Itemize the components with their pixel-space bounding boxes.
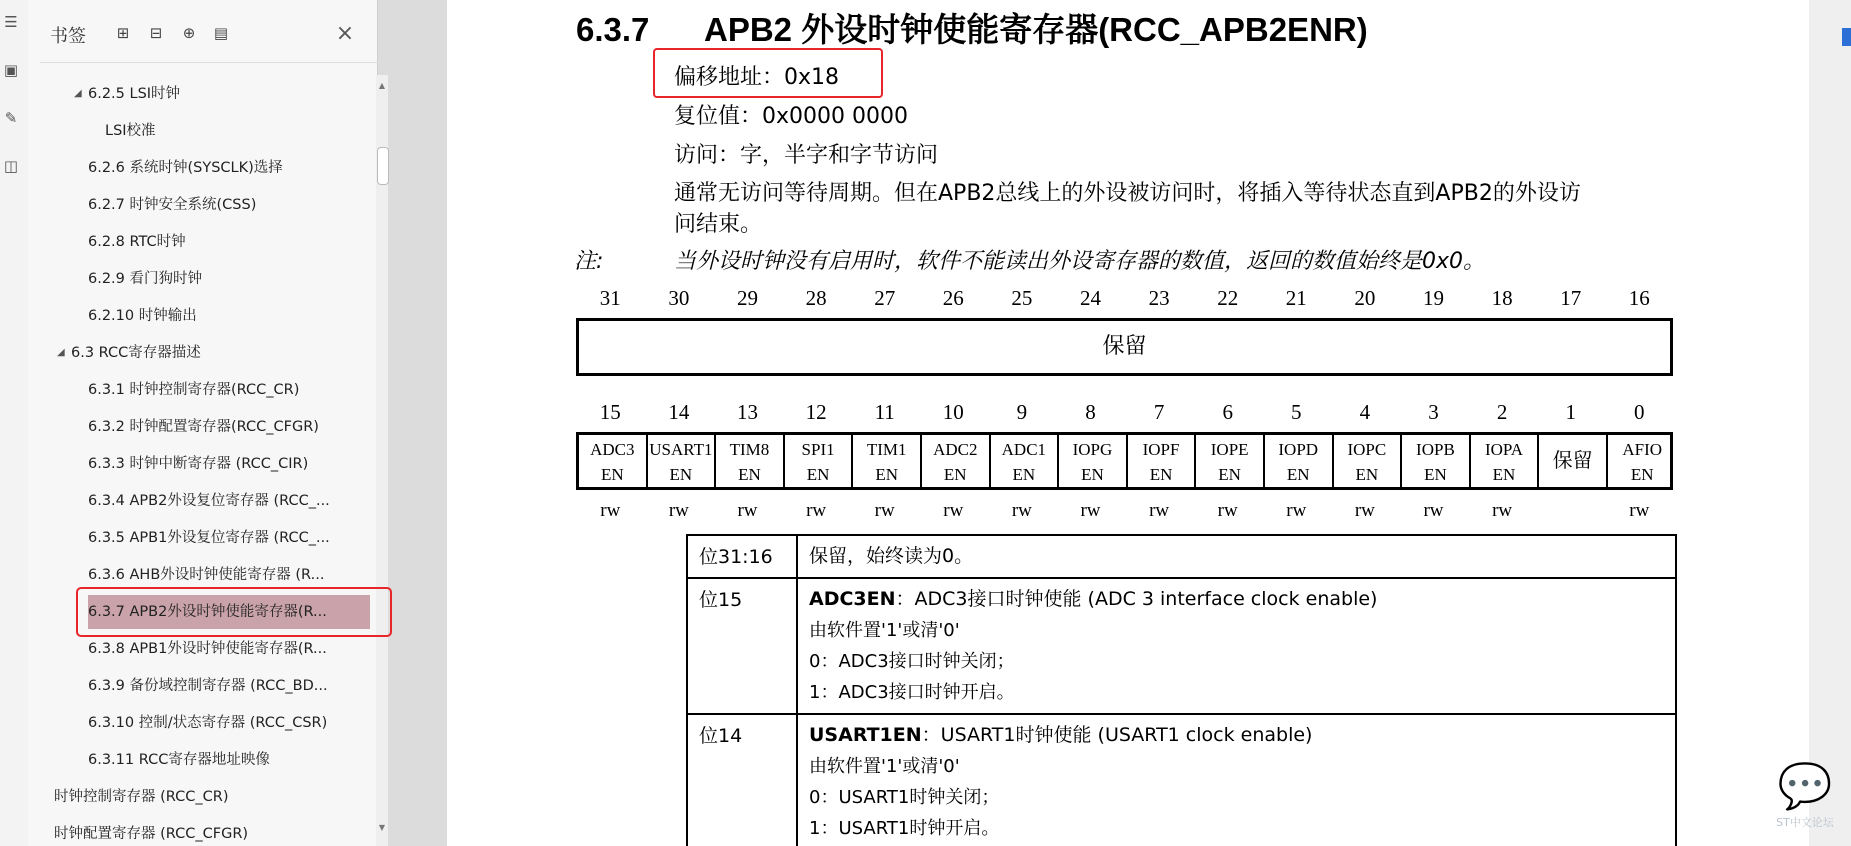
register-field bbox=[1402, 435, 1471, 487]
reset-value: 复位值：0x0000 0000 bbox=[674, 104, 908, 129]
field-name-part: AFIO bbox=[1622, 440, 1663, 459]
bit-number: 3 bbox=[1428, 400, 1439, 424]
bit-number: 16 bbox=[1628, 286, 1650, 310]
register-fields-low bbox=[576, 432, 1673, 490]
bit-number: 31 bbox=[599, 286, 621, 310]
note bbox=[574, 244, 1485, 275]
access-type: rw bbox=[806, 500, 827, 521]
access-type: rw bbox=[1217, 500, 1238, 521]
bit-number: 10 bbox=[942, 400, 964, 424]
field-name-part: IOPD bbox=[1278, 440, 1319, 459]
bit-number: 0 bbox=[1634, 400, 1645, 424]
bookmark-item[interactable]: LSI校准 bbox=[105, 123, 156, 139]
description-row bbox=[688, 536, 1675, 579]
close-icon[interactable]: × bbox=[335, 21, 355, 46]
right-toolbar bbox=[1809, 0, 1851, 846]
field-name-part: IOPG bbox=[1072, 440, 1113, 459]
field-name-part: ADC1 bbox=[1001, 440, 1047, 459]
outline-icon[interactable]: ☰ bbox=[4, 13, 18, 31]
bookmark-item[interactable]: 6.2.5 LSI时钟 bbox=[88, 86, 181, 102]
scrollbar-thumb[interactable] bbox=[377, 147, 389, 185]
description-line: 0：ADC3接口时钟关闭； bbox=[809, 651, 1015, 672]
wait-info-line2: 问结束。 bbox=[674, 212, 763, 237]
bit-field-name: USART1EN bbox=[809, 724, 922, 746]
description-line: 保留，始终读为0。 bbox=[809, 545, 974, 567]
field-name-part: IOPA bbox=[1484, 440, 1524, 459]
access-type: rw bbox=[1492, 500, 1513, 521]
field-name-part: IOPB bbox=[1416, 440, 1455, 459]
access-type: rw bbox=[737, 500, 758, 521]
watermark bbox=[1767, 760, 1843, 830]
description-line: 0：USART1时钟关闭； bbox=[809, 787, 1000, 808]
document-page bbox=[447, 0, 1809, 846]
side-icon-rail bbox=[0, 0, 29, 846]
field-name-part: ADC3 bbox=[590, 440, 635, 459]
register-field bbox=[1128, 435, 1197, 487]
side-tool-icon[interactable] bbox=[1842, 28, 1851, 46]
bit-number: 9 bbox=[1016, 400, 1028, 424]
bit-number: 26 bbox=[942, 286, 964, 310]
register-field bbox=[1265, 435, 1334, 487]
register-field bbox=[579, 435, 648, 487]
bit-number: 1 bbox=[1565, 400, 1576, 424]
bookmark-item[interactable]: 6.3.4 APB2外设复位寄存器 (RCC_... bbox=[88, 493, 330, 509]
attachment-icon[interactable]: ✎ bbox=[4, 109, 18, 127]
access-info: 访问：字，半字和字节访问 bbox=[674, 143, 939, 168]
bit-number: 12 bbox=[805, 400, 827, 424]
bookmark-item[interactable]: 6.3.5 APB1外设复位寄存器 (RCC_... bbox=[88, 530, 330, 546]
bit-number: 18 bbox=[1491, 286, 1513, 310]
access-type: rw bbox=[1286, 500, 1307, 521]
field-name-part: ADC2 bbox=[933, 440, 978, 459]
thumbnail-icon[interactable]: ▣ bbox=[3, 61, 19, 79]
offset-address: 偏移地址：0x18 bbox=[674, 65, 840, 90]
access-type: rw bbox=[1629, 500, 1650, 521]
field-name-part: EN bbox=[600, 465, 624, 484]
bookmark-item[interactable]: 6.3.11 RCC寄存器地址映像 bbox=[88, 752, 270, 768]
bookmark-item[interactable]: 6.2.7 时钟安全系统(CSS) bbox=[88, 197, 257, 213]
description-line: 由软件置'1'或清'0' bbox=[809, 756, 960, 777]
bookmark-item[interactable]: 6.3.3 时钟中断寄存器 (RCC_CIR) bbox=[88, 456, 309, 472]
add-bookmark-icon[interactable]: ⊕ bbox=[182, 24, 196, 42]
section-number: 6.3.7 bbox=[576, 11, 650, 48]
field-name-part: EN bbox=[1424, 465, 1447, 484]
description-row bbox=[688, 715, 1675, 846]
bit-description bbox=[798, 579, 1675, 713]
access-type: rw bbox=[1011, 500, 1032, 521]
section-title: APB2 外设时钟使能寄存器(RCC_APB2ENR) bbox=[704, 11, 1368, 48]
bit-description-table bbox=[686, 534, 1677, 846]
field-name-part: EN bbox=[1630, 465, 1654, 484]
access-type: rw bbox=[1080, 500, 1101, 521]
register-field bbox=[785, 435, 854, 487]
field-name-part: IOPF bbox=[1142, 440, 1180, 459]
scroll-up-icon[interactable]: ▲ bbox=[378, 81, 386, 90]
access-type: rw bbox=[1149, 500, 1170, 521]
bookmark-item[interactable]: 6.3.2 时钟配置寄存器(RCC_CFGR) bbox=[88, 419, 319, 435]
bit-number: 25 bbox=[1011, 286, 1033, 310]
expanded-arrow-icon[interactable]: ◢ bbox=[74, 88, 82, 99]
bit-number: 21 bbox=[1285, 286, 1307, 310]
field-name-part: TIM1 bbox=[866, 440, 907, 459]
register-field bbox=[1539, 435, 1608, 487]
register-field bbox=[1196, 435, 1265, 487]
bookmark-item[interactable]: 6.2.9 看门狗时钟 bbox=[88, 271, 203, 287]
field-name-part: EN bbox=[943, 465, 967, 484]
expand-all-icon[interactable]: ⊞ bbox=[116, 24, 130, 42]
bit-number: 11 bbox=[874, 400, 895, 424]
bookmark-item-selected[interactable]: 6.3.7 APB2外设时钟使能寄存器(R... bbox=[88, 595, 370, 629]
expanded-arrow-icon[interactable]: ◢ bbox=[57, 347, 65, 358]
access-type: rw bbox=[943, 500, 964, 521]
bookmark-item[interactable]: 时钟控制寄存器 (RCC_CR) bbox=[54, 789, 229, 805]
description-line: 由软件置'1'或清'0' bbox=[809, 620, 960, 641]
section-heading bbox=[576, 4, 1368, 51]
bit-number: 22 bbox=[1217, 286, 1239, 310]
field-name-part: EN bbox=[1149, 465, 1173, 484]
wait-info-line1: 通常无访问等待周期。但在APB2总线上的外设被访问时，将插入等待状态直到APB2的外设访 bbox=[674, 181, 1581, 206]
bookmark-item[interactable]: 6.3.1 时钟控制寄存器(RCC_CR) bbox=[88, 382, 300, 398]
bit-label: 位15 bbox=[688, 579, 798, 713]
access-type: rw bbox=[1423, 500, 1444, 521]
note-label: 注: bbox=[574, 249, 604, 274]
bookmark-item[interactable]: 6.3.6 AHB外设时钟使能寄存器 (R... bbox=[88, 567, 325, 583]
field-name-part: EN bbox=[1218, 465, 1241, 484]
bookmark-item[interactable]: 6.3.8 APB1外设时钟使能寄存器(R... bbox=[88, 641, 327, 657]
access-type: rw bbox=[600, 500, 621, 521]
bit-number: 13 bbox=[736, 400, 758, 424]
register-field bbox=[922, 435, 991, 487]
register-field bbox=[648, 435, 717, 487]
bookmark-item[interactable]: 6.2.8 RTC时钟 bbox=[88, 234, 186, 250]
register-field bbox=[716, 435, 785, 487]
bookmark-item[interactable]: 6.3.10 控制/状态寄存器 (RCC_CSR) bbox=[88, 715, 328, 731]
field-name-part: IOPC bbox=[1347, 440, 1387, 459]
scroll-down-icon[interactable]: ▼ bbox=[378, 823, 386, 832]
register-field bbox=[991, 435, 1060, 487]
bookmark-scrollbar[interactable] bbox=[376, 75, 388, 846]
description-line: 1：USART1时钟开启。 bbox=[809, 818, 1000, 839]
collapse-all-icon[interactable]: ⊟ bbox=[149, 24, 163, 42]
bit-field-summary: ：USART1时钟使能 (USART1 clock enable) bbox=[921, 724, 1313, 746]
bit-number: 17 bbox=[1560, 286, 1582, 310]
bit-field-name: ADC3EN bbox=[809, 588, 896, 610]
access-type: rw bbox=[1354, 500, 1375, 521]
register-field bbox=[853, 435, 922, 487]
bit-number: 23 bbox=[1148, 286, 1170, 310]
bit-number: 4 bbox=[1359, 400, 1371, 424]
field-name-part: TIM8 bbox=[729, 440, 770, 459]
field-name-part: SPI1 bbox=[801, 440, 835, 459]
bit-number: 2 bbox=[1496, 400, 1508, 424]
bookmark-item[interactable]: 6.2.10 时钟输出 bbox=[88, 308, 197, 324]
field-name-part: EN bbox=[1355, 465, 1379, 484]
bit-field-summary: ：ADC3接口时钟使能 (ADC 3 interface clock enable) bbox=[895, 588, 1378, 610]
bookmark-panel bbox=[28, 0, 386, 846]
bit-label: 位14 bbox=[688, 715, 798, 846]
bit-number: 8 bbox=[1085, 400, 1096, 424]
bit-number: 24 bbox=[1079, 286, 1101, 310]
field-name-part: EN bbox=[669, 465, 693, 484]
bookmark-item[interactable]: 6.2.6 系统时钟(SYSCLK)选择 bbox=[88, 160, 283, 176]
bookmark-panel-title: 书签 bbox=[50, 26, 86, 47]
bit-number: 20 bbox=[1354, 286, 1376, 310]
bookmark-tree bbox=[40, 77, 378, 846]
field-name-part: 保留 bbox=[1552, 450, 1593, 472]
watermark-text: ST中文论坛 bbox=[1776, 816, 1834, 829]
bit-number: 27 bbox=[874, 286, 896, 310]
bookmark-item[interactable]: 6.3.9 备份域控制寄存器 (RCC_BD... bbox=[88, 678, 328, 694]
bit-number: 6 bbox=[1222, 400, 1233, 424]
bit-number: 15 bbox=[599, 400, 621, 424]
field-name-part: USART1 bbox=[649, 440, 713, 459]
field-name-part: EN bbox=[738, 465, 761, 484]
bit-heading bbox=[809, 584, 1664, 615]
description-line: 1：ADC3接口时钟开启。 bbox=[809, 682, 1015, 703]
access-type: rw bbox=[874, 500, 895, 521]
field-name-part: EN bbox=[1012, 465, 1036, 484]
field-name-part: IOPE bbox=[1210, 440, 1249, 459]
signature-icon[interactable]: ◫ bbox=[3, 157, 19, 175]
highlight-box-offset bbox=[653, 48, 883, 98]
bit-number: 7 bbox=[1153, 400, 1165, 424]
register-field bbox=[1471, 435, 1540, 487]
bit-number: 28 bbox=[805, 286, 827, 310]
bookmark-item[interactable]: 6.3 RCC寄存器描述 bbox=[71, 345, 201, 361]
bit-description bbox=[798, 715, 1675, 846]
access-type: rw bbox=[668, 500, 689, 521]
field-name-part: EN bbox=[1286, 465, 1310, 484]
register-field bbox=[1608, 435, 1677, 487]
field-name-part: EN bbox=[1492, 465, 1516, 484]
bit-description bbox=[798, 536, 1675, 577]
panel-divider bbox=[40, 62, 393, 63]
bit-heading bbox=[809, 720, 1664, 751]
field-name-part: EN bbox=[1081, 465, 1104, 484]
field-name-part: EN bbox=[875, 465, 898, 484]
bookmark-item[interactable]: 时钟配置寄存器 (RCC_CFGR) bbox=[54, 826, 249, 842]
register-field bbox=[1059, 435, 1128, 487]
highlight-box-bookmark bbox=[76, 587, 392, 637]
bit-number: 14 bbox=[668, 400, 690, 424]
description-row bbox=[688, 579, 1675, 715]
bookmark-options-icon[interactable]: ▤ bbox=[213, 24, 229, 42]
bit-number: 30 bbox=[668, 286, 690, 310]
chat-bubble-icon: 💬 bbox=[1777, 761, 1833, 812]
bit-label: 位31:16 bbox=[688, 536, 798, 577]
reserved-field-high: 保留 bbox=[576, 318, 1673, 376]
field-name-part: EN bbox=[806, 465, 830, 484]
bit-number: 5 bbox=[1291, 400, 1302, 424]
bit-number: 19 bbox=[1422, 286, 1444, 310]
note-text: 当外设时钟没有启用时，软件不能读出外设寄存器的数值，返回的数值始终是0x0。 bbox=[674, 249, 1486, 274]
bit-number: 29 bbox=[736, 286, 758, 310]
register-field bbox=[1334, 435, 1403, 487]
